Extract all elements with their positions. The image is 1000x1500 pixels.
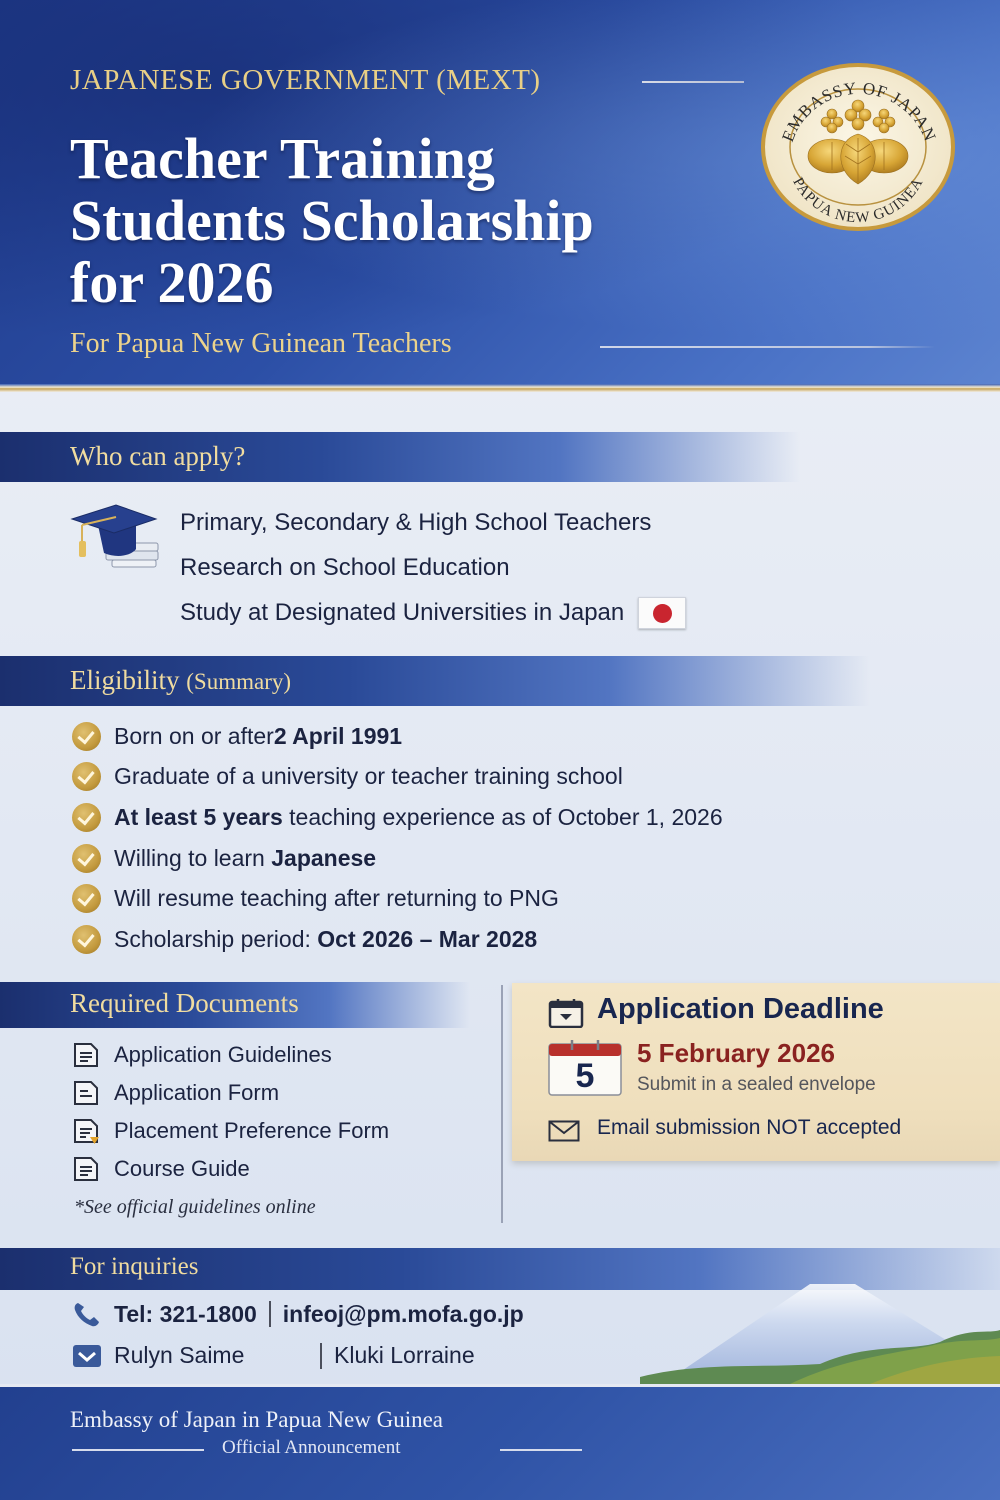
contact-row-names [72, 1342, 475, 1369]
calendar-day: 5 [575, 1057, 595, 1095]
item-text: Will resume teaching after returning to PNG [114, 885, 559, 912]
phone-number[interactable]: Tel: 321-1800 [114, 1300, 257, 1327]
section-header-eligibility [0, 656, 870, 706]
item-text: teaching experience as of October 1, 2026 [282, 803, 723, 830]
graduation-cap-icon [70, 503, 162, 571]
check-badge-icon [72, 884, 101, 913]
item-text: Scholarship period: [114, 925, 318, 952]
footer-title: Embassy of Japan in Papua New Guinea [70, 1407, 444, 1432]
list-item [72, 838, 723, 879]
item-text-bold: 2 April 1991 [273, 722, 403, 749]
program-kicker: JAPANESE GOVERNMENT (MEXT) [70, 64, 541, 96]
svg-text:PAPUA NEW GUINEA: PAPUA NEW GUINEA [789, 175, 927, 227]
calendar-date-icon [548, 1040, 622, 1096]
list-item [180, 500, 686, 545]
preference-form-icon [72, 1117, 100, 1145]
document-name: Application Guidelines [114, 1042, 332, 1067]
document-name: Placement Preference Form [114, 1118, 390, 1143]
contact-name: Kluki Lorraine [334, 1342, 475, 1368]
section-title: For inquiries [70, 1253, 199, 1280]
list-item [72, 1150, 389, 1188]
item-text-bold: Japanese [271, 844, 377, 871]
list-item [180, 590, 686, 635]
check-badge-icon [72, 722, 101, 751]
separator [269, 1301, 271, 1327]
list-item [180, 545, 686, 590]
section-title-suffix: (Summary) [186, 669, 292, 694]
japan-flag-icon [638, 597, 686, 629]
calendar-icon [548, 998, 584, 1028]
document-name: Course Guide [114, 1156, 250, 1181]
embassy-seal-icon [760, 62, 956, 232]
deadline-instruction: Submit in a sealed envelope [637, 1074, 876, 1095]
page-title [70, 128, 710, 314]
documents-footnote: *See official guidelines online [74, 1196, 316, 1218]
list-item [72, 797, 723, 838]
email-not-accepted-note: Email submission NOT accepted [597, 1116, 902, 1139]
check-badge-icon [72, 844, 101, 873]
check-badge-icon [72, 925, 101, 954]
page-subtitle: For Papua New Guinean Teachers [70, 328, 452, 359]
check-badge-icon [72, 803, 101, 832]
list-item [72, 1074, 389, 1112]
email-address[interactable]: infeoj@pm.mofa.go.jp [282, 1300, 524, 1327]
document-icon [72, 1155, 100, 1183]
section-title: Required Documents [70, 988, 299, 1018]
deadline-title: Application Deadline [597, 993, 884, 1025]
section-header-required-documents [0, 982, 470, 1028]
item-text: Born on or after [114, 722, 274, 749]
title-line-3: for 2026 [70, 250, 274, 315]
subtitle-rule [600, 346, 935, 348]
contact-name: Rulyn Saime [114, 1342, 245, 1368]
title-line-2: Students Scholarship [70, 188, 594, 253]
item-text-bold: Oct 2026 – Mar 2028 [317, 925, 538, 952]
section-header-who-can-apply [0, 432, 800, 482]
document-name: Application Form [114, 1080, 280, 1105]
list-item [72, 878, 723, 919]
item-text: Graduate of a university or teacher training school [114, 763, 623, 790]
list-item [72, 716, 723, 757]
list-item [72, 1036, 389, 1074]
phone-icon [72, 1300, 102, 1328]
list-item [72, 757, 723, 798]
deadline-date: 5 February 2026 [637, 1038, 836, 1068]
list-item [72, 919, 723, 960]
section-title [70, 665, 291, 696]
item-text: Willing to learn [114, 844, 272, 871]
document-icon [72, 1041, 100, 1069]
section-title-text: Eligibility [70, 665, 180, 695]
mount-fuji-illustration [640, 1272, 1000, 1384]
list-item [72, 1112, 389, 1150]
title-line-1: Teacher Training [70, 126, 495, 191]
mail-check-icon [72, 1343, 102, 1369]
required-documents-list [72, 1036, 389, 1188]
footer-rule-left [72, 1449, 204, 1451]
list-item-text: Research on School Education [180, 553, 510, 581]
item-text-bold: At least 5 years [114, 803, 283, 830]
separator [320, 1343, 322, 1369]
footer-rule-right [500, 1449, 582, 1451]
kicker-rule [642, 81, 744, 83]
envelope-icon [548, 1120, 580, 1142]
column-divider [501, 985, 503, 1223]
footer-subtitle: Official Announcement [222, 1437, 401, 1458]
form-icon [72, 1079, 100, 1107]
section-title: Who can apply? [70, 441, 246, 471]
svg-text:EMBASSY OF JAPAN: EMBASSY OF JAPAN [778, 78, 940, 145]
who-can-apply-list [180, 500, 686, 635]
header-banner [0, 0, 1000, 392]
check-badge-icon [72, 762, 101, 791]
list-item-text: Study at Designated Universities in Japan [180, 598, 625, 626]
list-item-text: Primary, Secondary & High School Teachers [180, 508, 652, 536]
eligibility-list [72, 716, 723, 960]
footer-banner [0, 1384, 1000, 1500]
contact-row-phone-email [72, 1300, 524, 1328]
